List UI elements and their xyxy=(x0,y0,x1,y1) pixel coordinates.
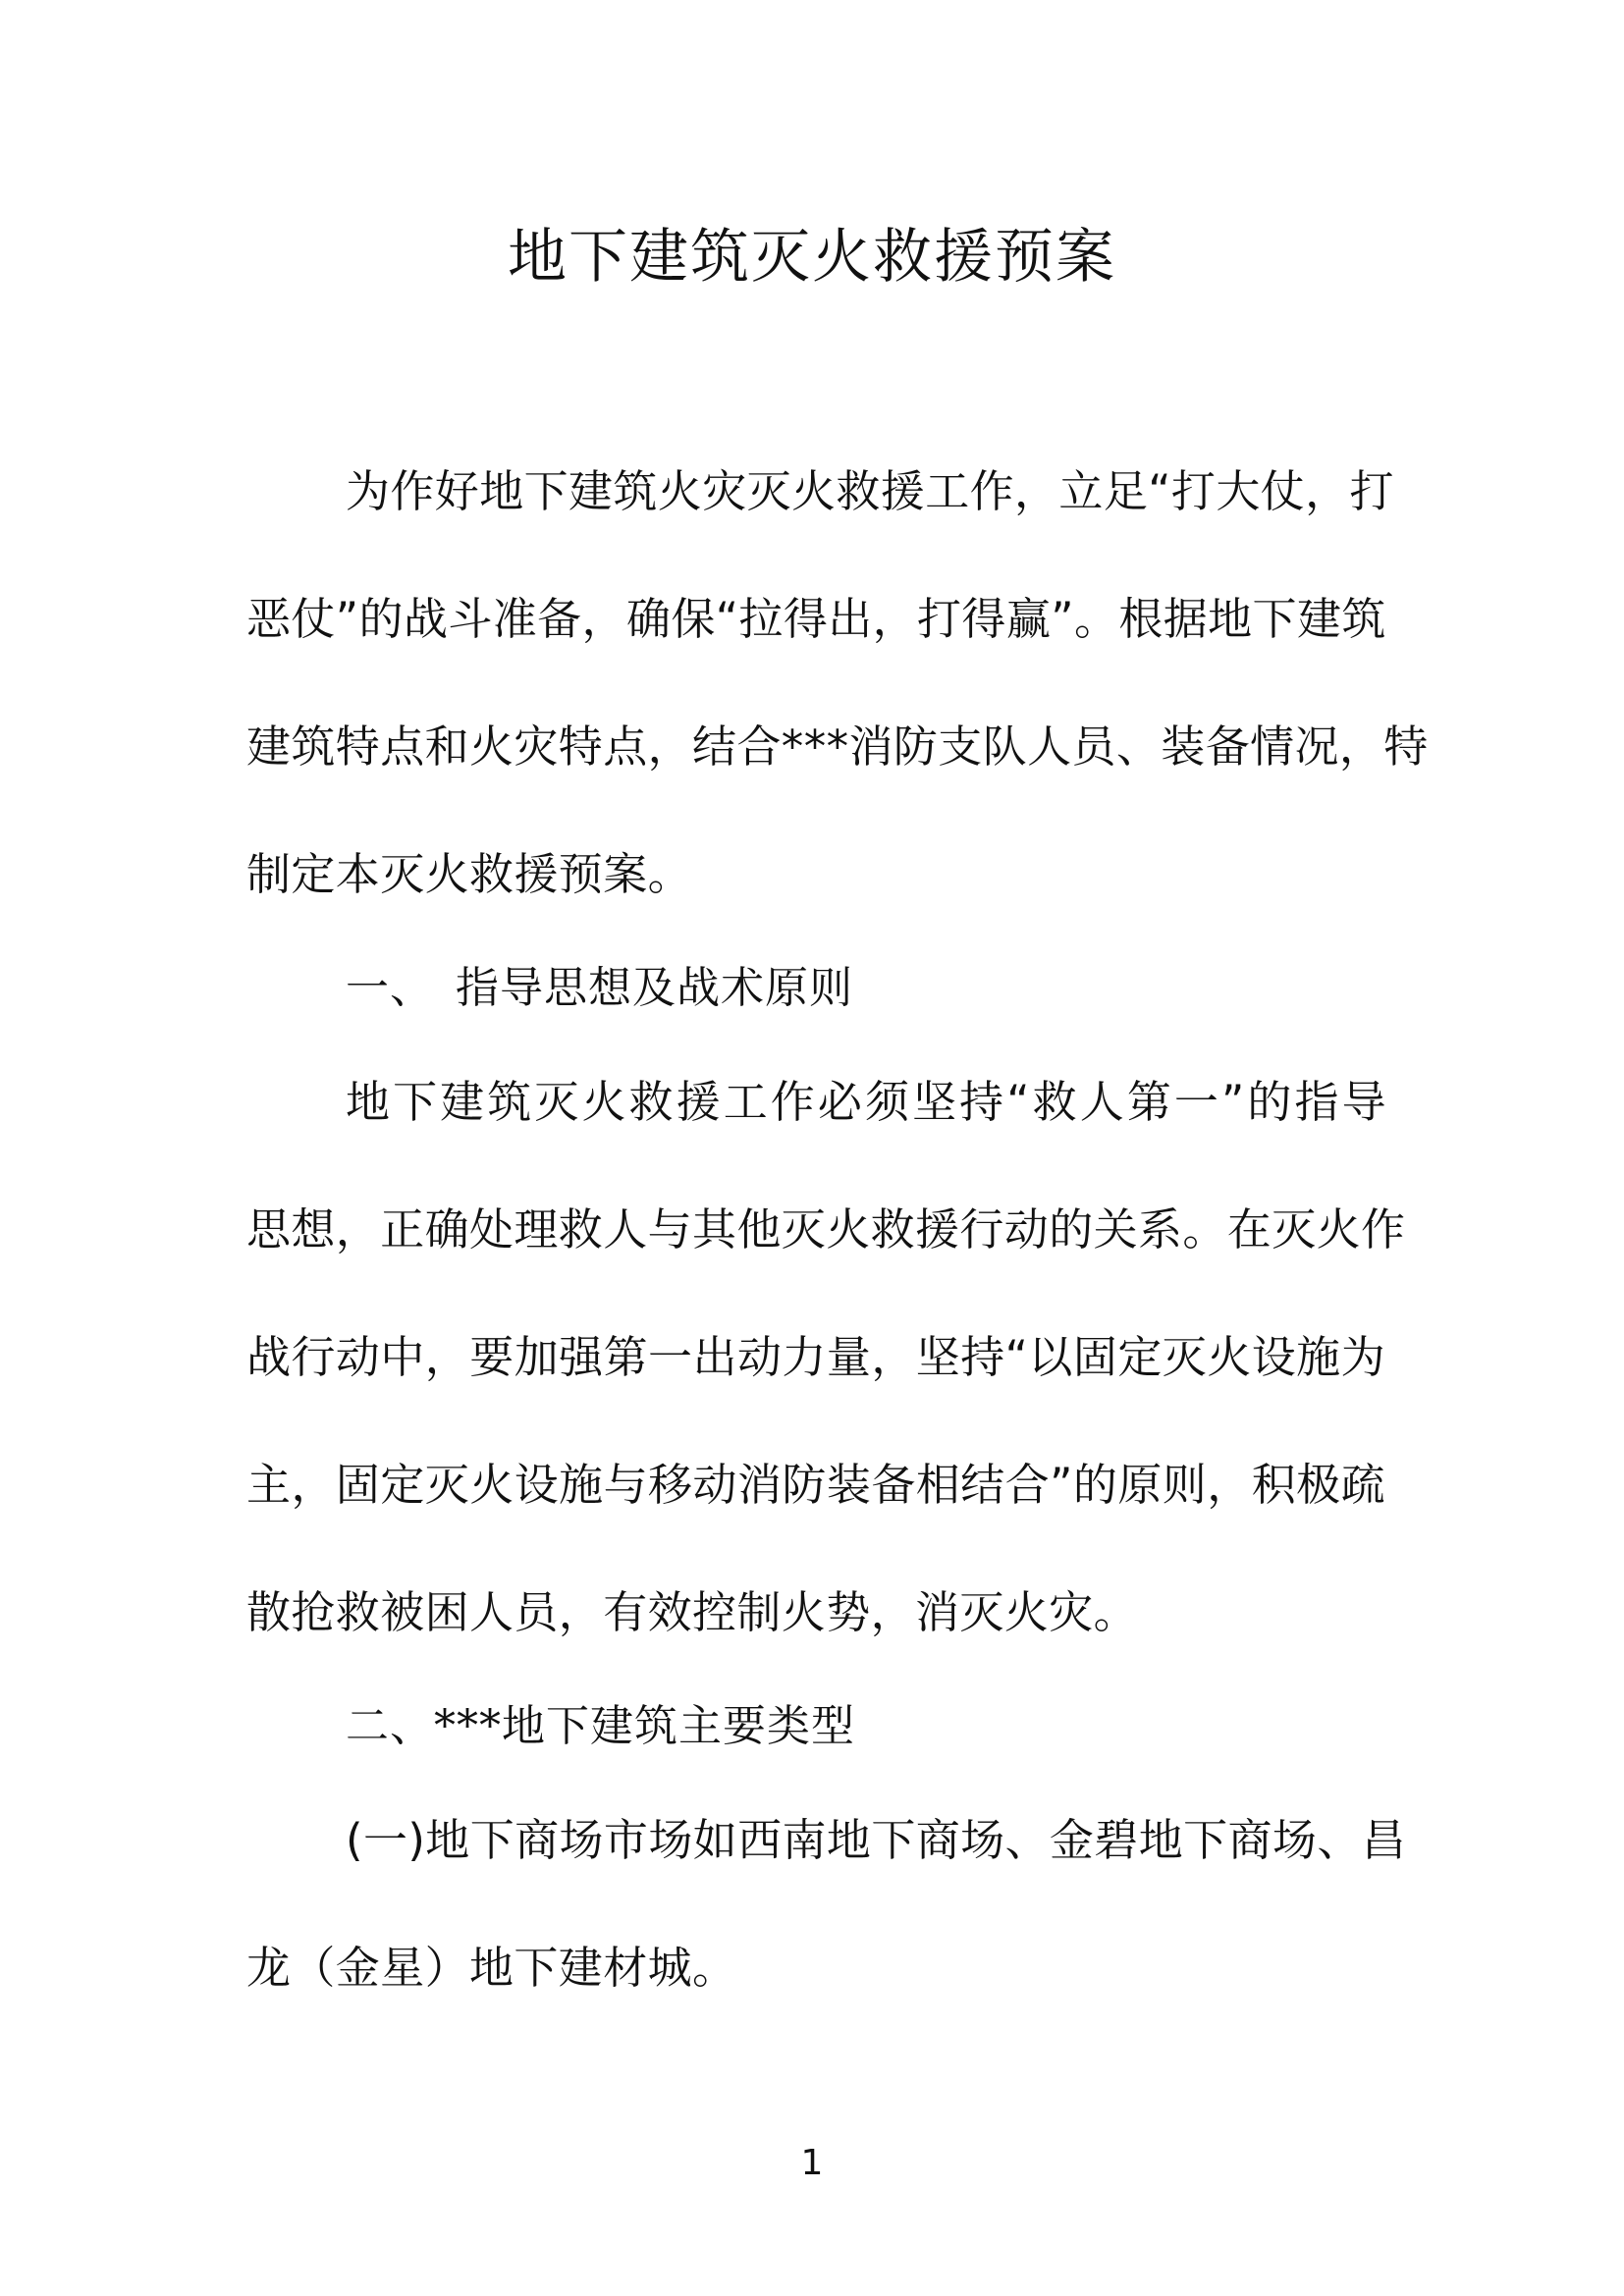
section-1-line-5: 散抢救被困人员，有效控制火势，消灭火灾。 xyxy=(246,1586,1139,1638)
section-1-line-3: 战行动中，要加强第一出动力量，坚持“以固定灭火设施为 xyxy=(246,1331,1385,1383)
section-2-line-2: 龙（金星）地下建材城。 xyxy=(246,1942,737,1994)
section-1-line-1: 地下建筑灭火救援工作必须坚持“救人第一”的指导 xyxy=(346,1076,1386,1128)
intro-line-2: 恶仗”的战斗准备，确保“拉得出，打得赢”。根据地下建筑 xyxy=(246,593,1386,645)
document-title: 地下建筑灭火救援预案 xyxy=(508,223,1116,292)
page-number: 1 xyxy=(800,2143,824,2183)
intro-line-3: 建筑特点和火灾特点，结合***消防支队人员、装备情况，特 xyxy=(246,721,1429,773)
intro-line-1: 为作好地下建筑火灾灭火救援工作，立足“打大仗，打 xyxy=(346,465,1394,517)
section-1-title: 指导思想及战术原则 xyxy=(456,963,853,1013)
section-1-line-4: 主，固定灭火设施与移动消防装备相结合”的原则，积极疏 xyxy=(246,1459,1385,1511)
section-1-line-2: 思想，正确处理救人与其他灭火救援行动的关系。在灭火作 xyxy=(246,1203,1406,1255)
section-1-heading xyxy=(346,959,1386,1018)
section-2-heading: 二、***地下建筑主要类型 xyxy=(346,1701,855,1751)
section-2-line-1: (一)地下商场市场如西南地下商场、金碧地下商场、昌 xyxy=(346,1814,1407,1866)
intro-line-4: 制定本灭火救援预案。 xyxy=(246,848,693,900)
section-1-number: 一、 xyxy=(346,963,434,1013)
